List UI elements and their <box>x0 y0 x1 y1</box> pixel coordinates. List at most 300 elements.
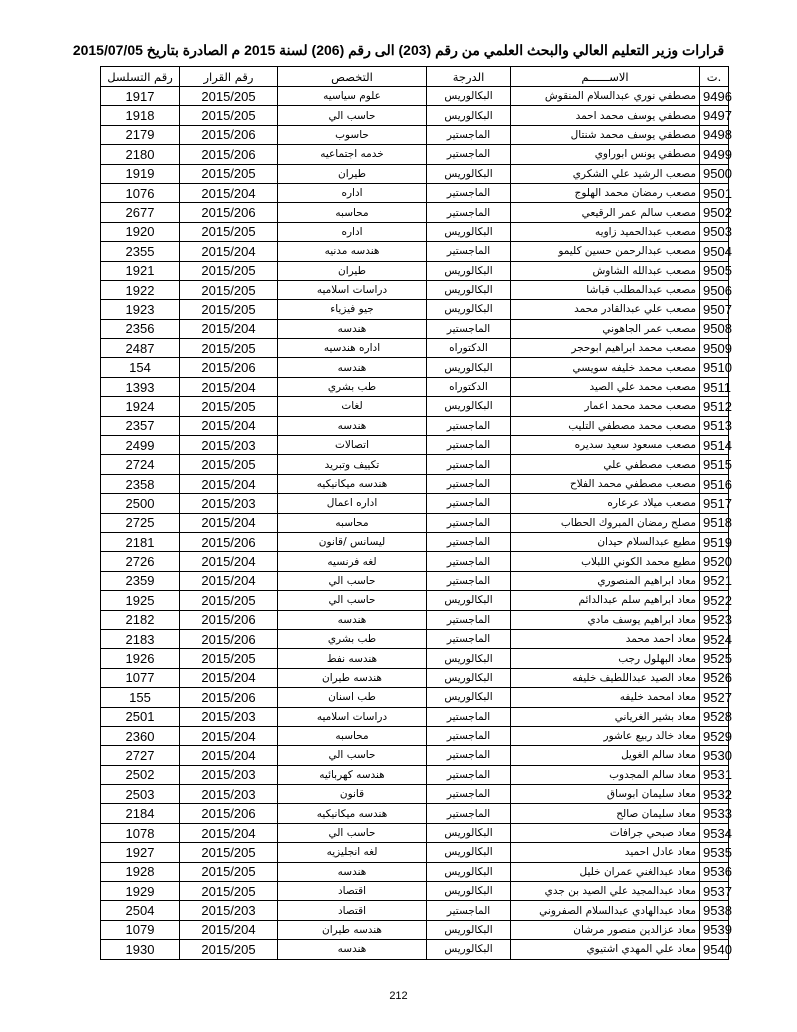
cell-specialty: هندسه <box>278 940 427 959</box>
page-title: قرارات وزير التعليم العالي والبحث العلمي من رقم (203) الى رقم (206) لسنة 2015 م الصادرة بتاريخ 2015/07/05 <box>72 42 725 58</box>
table-row <box>101 668 729 687</box>
cell-degree: الماجستير <box>427 552 511 571</box>
cell-decision: 2015/205 <box>180 455 278 474</box>
cell-seq: 1927 <box>101 843 180 862</box>
cell-name: مصعب ميلاد عرعاره <box>511 494 700 513</box>
table-row <box>101 242 729 261</box>
table-row <box>101 339 729 358</box>
table-row <box>101 552 729 571</box>
cell-no: 9512 <box>700 397 729 416</box>
cell-no: 9519 <box>700 532 729 551</box>
cell-seq: 2183 <box>101 629 180 648</box>
cell-specialty: حاسب الي <box>278 106 427 125</box>
cell-decision: 2015/204 <box>180 920 278 939</box>
cell-no: 9525 <box>700 649 729 668</box>
cell-name: معاد الصيد عبداللطيف خليفه <box>511 668 700 687</box>
cell-no: 9513 <box>700 416 729 435</box>
cell-decision: 2015/205 <box>180 261 278 280</box>
table-row <box>101 261 729 280</box>
cell-no: 9502 <box>700 203 729 222</box>
cell-seq: 2504 <box>101 901 180 920</box>
cell-specialty: هندسه طيران <box>278 668 427 687</box>
cell-specialty: حاسب الي <box>278 823 427 842</box>
cell-degree: الماجستير <box>427 571 511 590</box>
cell-decision: 2015/205 <box>180 164 278 183</box>
cell-decision: 2015/204 <box>180 823 278 842</box>
header-seq: رقم التسلسل <box>101 67 180 87</box>
cell-degree: البكالوريس <box>427 688 511 707</box>
cell-decision: 2015/204 <box>180 513 278 532</box>
cell-specialty: هندسه <box>278 862 427 881</box>
cell-specialty: هندسه <box>278 319 427 338</box>
cell-decision: 2015/206 <box>180 804 278 823</box>
table-header-row <box>101 67 729 87</box>
cell-specialty: تكييف وتبريد <box>278 455 427 474</box>
table-row <box>101 164 729 183</box>
cell-seq: 154 <box>101 358 180 377</box>
cell-name: معاد سالم المجدوب <box>511 765 700 784</box>
cell-name: مصعب محمد مصطفي التليب <box>511 416 700 435</box>
cell-specialty: محاسبه <box>278 513 427 532</box>
cell-no: 9504 <box>700 242 729 261</box>
cell-name: معاد خالد ربيع عاشور <box>511 726 700 745</box>
cell-degree: الماجستير <box>427 183 511 202</box>
cell-no: 9530 <box>700 746 729 765</box>
cell-no: 9499 <box>700 145 729 164</box>
cell-specialty: حاسب الي <box>278 591 427 610</box>
cell-name: معاد سليمان ابوساق <box>511 785 700 804</box>
cell-name: معاد ابراهيم المنصوري <box>511 571 700 590</box>
cell-specialty: اداره <box>278 183 427 202</box>
cell-decision: 2015/205 <box>180 339 278 358</box>
cell-no: 9527 <box>700 688 729 707</box>
cell-specialty: اداره <box>278 222 427 241</box>
cell-name: مصعب عمر الجاهوني <box>511 319 700 338</box>
cell-seq: 2726 <box>101 552 180 571</box>
cell-specialty: ليسانس /قانون <box>278 532 427 551</box>
cell-decision: 2015/206 <box>180 610 278 629</box>
table-row <box>101 397 729 416</box>
cell-seq: 1919 <box>101 164 180 183</box>
cell-name: معاد عزالدين منصور مرشان <box>511 920 700 939</box>
cell-name: مصعب مسعود سعيد سديره <box>511 436 700 455</box>
cell-name: معاد البهلول رجب <box>511 649 700 668</box>
cell-name: معاد علي المهدي اشتيوي <box>511 940 700 959</box>
cell-specialty: هندسه طيران <box>278 920 427 939</box>
cell-name: مصعب عبدالله الشاوش <box>511 261 700 280</box>
cell-seq: 2184 <box>101 804 180 823</box>
cell-decision: 2015/204 <box>180 319 278 338</box>
cell-seq: 1918 <box>101 106 180 125</box>
cell-name: مصعب عبدالحميد زاويه <box>511 222 700 241</box>
cell-name: مصعب محمد خليفه سويسي <box>511 358 700 377</box>
cell-name: معاد احمد محمد <box>511 629 700 648</box>
cell-no: 9523 <box>700 610 729 629</box>
table-row <box>101 319 729 338</box>
cell-seq: 2357 <box>101 416 180 435</box>
table-row <box>101 726 729 745</box>
cell-no: 9538 <box>700 901 729 920</box>
cell-seq: 2355 <box>101 242 180 261</box>
cell-decision: 2015/204 <box>180 416 278 435</box>
cell-specialty: طيران <box>278 261 427 280</box>
cell-no: 9524 <box>700 629 729 648</box>
cell-decision: 2015/206 <box>180 629 278 648</box>
cell-no: 9518 <box>700 513 729 532</box>
cell-name: معاد عبدالغني عمران خليل <box>511 862 700 881</box>
cell-decision: 2015/203 <box>180 785 278 804</box>
cell-seq: 1925 <box>101 591 180 610</box>
cell-seq: 2727 <box>101 746 180 765</box>
cell-name: مصعب مصطفي محمد الفلاح <box>511 474 700 493</box>
cell-seq: 2502 <box>101 765 180 784</box>
cell-decision: 2015/206 <box>180 358 278 377</box>
cell-seq: 1921 <box>101 261 180 280</box>
cell-degree: الماجستير <box>427 145 511 164</box>
cell-degree: البكالوريس <box>427 280 511 299</box>
cell-name: معاد ابراهيم يوسف مادي <box>511 610 700 629</box>
cell-no: 9533 <box>700 804 729 823</box>
cell-specialty: طب بشري <box>278 629 427 648</box>
cell-name: مصطفي نوري عبدالسلام المنقوش <box>511 87 700 106</box>
cell-specialty: دراسات اسلاميه <box>278 280 427 299</box>
cell-no: 9501 <box>700 183 729 202</box>
cell-no: 9531 <box>700 765 729 784</box>
cell-name: مصعب محمد محمد اعمار <box>511 397 700 416</box>
cell-name: مصعب عبدالرحمن حسين كليمو <box>511 242 700 261</box>
cell-seq: 1079 <box>101 920 180 939</box>
cell-decision: 2015/205 <box>180 843 278 862</box>
cell-decision: 2015/205 <box>180 940 278 959</box>
table-row <box>101 901 729 920</box>
table-row <box>101 494 729 513</box>
cell-seq: 1077 <box>101 668 180 687</box>
cell-specialty: لغات <box>278 397 427 416</box>
table-row <box>101 823 729 842</box>
table-row <box>101 532 729 551</box>
cell-specialty: اداره هندسيه <box>278 339 427 358</box>
cell-decision: 2015/205 <box>180 222 278 241</box>
cell-specialty: هندسه <box>278 610 427 629</box>
cell-decision: 2015/204 <box>180 668 278 687</box>
table-row <box>101 436 729 455</box>
table-row <box>101 300 729 319</box>
table-row <box>101 688 729 707</box>
cell-degree: الدكتوراه <box>427 339 511 358</box>
header-specialty: التخصص <box>278 67 427 87</box>
cell-no: 9511 <box>700 377 729 396</box>
cell-degree: البكالوريس <box>427 843 511 862</box>
cell-specialty: هندسه ميكانيكيه <box>278 804 427 823</box>
table-row <box>101 649 729 668</box>
cell-specialty: لغه انجليزيه <box>278 843 427 862</box>
cell-specialty: طيران <box>278 164 427 183</box>
cell-degree: الماجستير <box>427 765 511 784</box>
cell-decision: 2015/204 <box>180 571 278 590</box>
cell-name: مصعب محمد علي الصيد <box>511 377 700 396</box>
cell-name: معاد عبدالمجيد علي الصيد بن جدي <box>511 882 700 901</box>
cell-seq: 2677 <box>101 203 180 222</box>
cell-seq: 1917 <box>101 87 180 106</box>
table-row <box>101 280 729 299</box>
cell-specialty: دراسات اسلاميه <box>278 707 427 726</box>
cell-no: 9540 <box>700 940 729 959</box>
cell-seq: 1930 <box>101 940 180 959</box>
cell-degree: البكالوريس <box>427 164 511 183</box>
header-decision: رقم القرار <box>180 67 278 87</box>
cell-name: مصعب مصطفي علي <box>511 455 700 474</box>
cell-no: 9507 <box>700 300 729 319</box>
table-row <box>101 571 729 590</box>
cell-name: معاد ابراهيم سلم عبدالدائم <box>511 591 700 610</box>
table-row <box>101 591 729 610</box>
header-no: ت. <box>700 67 729 87</box>
cell-degree: الماجستير <box>427 242 511 261</box>
cell-no: 9505 <box>700 261 729 280</box>
cell-specialty: هندسه ميكانيكيه <box>278 474 427 493</box>
cell-specialty: هندسه نفط <box>278 649 427 668</box>
table-row <box>101 765 729 784</box>
cell-degree: البكالوريس <box>427 397 511 416</box>
table-row <box>101 920 729 939</box>
header-name: الاســــــم <box>511 67 700 87</box>
cell-name: مصعب علي عبدالقادر محمد <box>511 300 700 319</box>
cell-no: 9503 <box>700 222 729 241</box>
cell-seq: 2181 <box>101 532 180 551</box>
cell-degree: البكالوريس <box>427 940 511 959</box>
cell-name: معاد بشير الغرياني <box>511 707 700 726</box>
cell-specialty: اتصالات <box>278 436 427 455</box>
cell-seq: 1076 <box>101 183 180 202</box>
cell-decision: 2015/205 <box>180 862 278 881</box>
cell-degree: البكالوريس <box>427 222 511 241</box>
cell-no: 9500 <box>700 164 729 183</box>
cell-name: مصلح رمضان المبروك الحطاب <box>511 513 700 532</box>
cell-no: 9532 <box>700 785 729 804</box>
cell-degree: البكالوريس <box>427 882 511 901</box>
cell-specialty: هندسه كهربائيه <box>278 765 427 784</box>
cell-seq: 2487 <box>101 339 180 358</box>
cell-no: 9515 <box>700 455 729 474</box>
cell-name: مصطفي يونس ابوراوي <box>511 145 700 164</box>
cell-seq: 2180 <box>101 145 180 164</box>
cell-decision: 2015/203 <box>180 494 278 513</box>
cell-degree: الماجستير <box>427 319 511 338</box>
cell-seq: 155 <box>101 688 180 707</box>
cell-specialty: اقتصاد <box>278 901 427 920</box>
table-row <box>101 629 729 648</box>
cell-degree: الدكتوراه <box>427 377 511 396</box>
cell-decision: 2015/204 <box>180 746 278 765</box>
cell-seq: 2179 <box>101 125 180 144</box>
cell-seq: 2725 <box>101 513 180 532</box>
cell-no: 9514 <box>700 436 729 455</box>
cell-seq: 2501 <box>101 707 180 726</box>
table-row <box>101 145 729 164</box>
cell-specialty: حاسب الي <box>278 746 427 765</box>
cell-decision: 2015/206 <box>180 203 278 222</box>
cell-name: مصطفي يوسف محمد شنتال <box>511 125 700 144</box>
cell-specialty: حاسوب <box>278 125 427 144</box>
cell-no: 9528 <box>700 707 729 726</box>
cell-no: 9510 <box>700 358 729 377</box>
cell-seq: 1926 <box>101 649 180 668</box>
table-row <box>101 940 729 959</box>
cell-name: مصعب عبدالمطلب قباشا <box>511 280 700 299</box>
cell-specialty: قانون <box>278 785 427 804</box>
table-row <box>101 358 729 377</box>
cell-seq: 2356 <box>101 319 180 338</box>
cell-no: 9526 <box>700 668 729 687</box>
table-row <box>101 882 729 901</box>
table-row <box>101 125 729 144</box>
table-row <box>101 474 729 493</box>
cell-name: مصعب سالم عمر الرقيعي <box>511 203 700 222</box>
cell-name: مصعب رمضان محمد الهلوج <box>511 183 700 202</box>
decisions-table <box>100 66 732 960</box>
cell-specialty: هندسه <box>278 416 427 435</box>
table-row <box>101 513 729 532</box>
cell-no: 9536 <box>700 862 729 881</box>
cell-no: 9517 <box>700 494 729 513</box>
cell-seq: 2503 <box>101 785 180 804</box>
cell-degree: الماجستير <box>427 436 511 455</box>
cell-no: 9537 <box>700 882 729 901</box>
cell-no: 9498 <box>700 125 729 144</box>
cell-no: 9516 <box>700 474 729 493</box>
cell-seq: 1393 <box>101 377 180 396</box>
cell-degree: الماجستير <box>427 494 511 513</box>
cell-no: 9506 <box>700 280 729 299</box>
cell-name: مطيع محمد الكوني اللبلاب <box>511 552 700 571</box>
cell-no: 9529 <box>700 726 729 745</box>
cell-decision: 2015/206 <box>180 145 278 164</box>
cell-seq: 1923 <box>101 300 180 319</box>
table-row <box>101 455 729 474</box>
cell-specialty: هندسه مدنيه <box>278 242 427 261</box>
cell-degree: الماجستير <box>427 474 511 493</box>
cell-name: مطيع عبدالسلام حيدان <box>511 532 700 551</box>
cell-decision: 2015/205 <box>180 106 278 125</box>
cell-name: معاد سليمان صالح <box>511 804 700 823</box>
cell-seq: 2358 <box>101 474 180 493</box>
cell-specialty: اقتصاد <box>278 882 427 901</box>
cell-degree: البكالوريس <box>427 920 511 939</box>
cell-no: 9521 <box>700 571 729 590</box>
cell-decision: 2015/205 <box>180 649 278 668</box>
table-row <box>101 222 729 241</box>
cell-degree: الماجستير <box>427 532 511 551</box>
cell-specialty: خدمه اجتماعيه <box>278 145 427 164</box>
cell-decision: 2015/204 <box>180 242 278 261</box>
cell-seq: 1078 <box>101 823 180 842</box>
cell-specialty: جيو فيزياء <box>278 300 427 319</box>
table-row <box>101 106 729 125</box>
cell-decision: 2015/204 <box>180 474 278 493</box>
cell-specialty: هندسه <box>278 358 427 377</box>
table-row <box>101 843 729 862</box>
cell-seq: 2360 <box>101 726 180 745</box>
cell-decision: 2015/206 <box>180 532 278 551</box>
cell-degree: البكالوريس <box>427 106 511 125</box>
cell-seq: 2182 <box>101 610 180 629</box>
cell-decision: 2015/206 <box>180 688 278 707</box>
cell-specialty: طب اسنان <box>278 688 427 707</box>
table-row <box>101 377 729 396</box>
cell-no: 9539 <box>700 920 729 939</box>
cell-no: 9535 <box>700 843 729 862</box>
cell-degree: البكالوريس <box>427 300 511 319</box>
cell-no: 9497 <box>700 106 729 125</box>
cell-degree: البكالوريس <box>427 649 511 668</box>
table-row <box>101 87 729 106</box>
table-row <box>101 610 729 629</box>
table-row <box>101 203 729 222</box>
cell-decision: 2015/205 <box>180 87 278 106</box>
page-number: 212 <box>389 990 408 1002</box>
table-body <box>101 87 732 960</box>
cell-specialty: محاسبه <box>278 726 427 745</box>
cell-degree: الماجستير <box>427 125 511 144</box>
cell-decision: 2015/205 <box>180 591 278 610</box>
cell-degree: الماجستير <box>427 513 511 532</box>
cell-degree: البكالوريس <box>427 261 511 280</box>
table-row <box>101 416 729 435</box>
cell-degree: الماجستير <box>427 629 511 648</box>
cell-degree: الماجستير <box>427 610 511 629</box>
cell-decision: 2015/205 <box>180 397 278 416</box>
cell-seq: 1928 <box>101 862 180 881</box>
cell-seq: 1922 <box>101 280 180 299</box>
cell-degree: البكالوريس <box>427 358 511 377</box>
cell-degree: البكالوريس <box>427 591 511 610</box>
cell-no: 9496 <box>700 87 729 106</box>
table-row <box>101 862 729 881</box>
cell-name: معاد عبدالهادي عبدالسلام الصفروني <box>511 901 700 920</box>
cell-decision: 2015/206 <box>180 125 278 144</box>
cell-degree: الماجستير <box>427 901 511 920</box>
cell-seq: 1924 <box>101 397 180 416</box>
cell-decision: 2015/205 <box>180 300 278 319</box>
table-row <box>101 707 729 726</box>
cell-specialty: طب بشري <box>278 377 427 396</box>
cell-name: معاد عادل احميد <box>511 843 700 862</box>
cell-degree: الماجستير <box>427 416 511 435</box>
cell-degree: الماجستير <box>427 804 511 823</box>
cell-degree: البكالوريس <box>427 87 511 106</box>
cell-seq: 1929 <box>101 882 180 901</box>
cell-no: 9522 <box>700 591 729 610</box>
cell-name: مصطفي يوسف محمد احمد <box>511 106 700 125</box>
cell-specialty: اداره اعمال <box>278 494 427 513</box>
cell-degree: البكالوريس <box>427 668 511 687</box>
cell-decision: 2015/203 <box>180 707 278 726</box>
cell-name: معاد امحمد خليفه <box>511 688 700 707</box>
cell-degree: البكالوريس <box>427 862 511 881</box>
cell-degree: الماجستير <box>427 726 511 745</box>
cell-seq: 2499 <box>101 436 180 455</box>
cell-degree: الماجستير <box>427 455 511 474</box>
cell-decision: 2015/205 <box>180 280 278 299</box>
cell-seq: 2359 <box>101 571 180 590</box>
cell-degree: الماجستير <box>427 785 511 804</box>
cell-decision: 2015/205 <box>180 882 278 901</box>
cell-seq: 2724 <box>101 455 180 474</box>
cell-seq: 2500 <box>101 494 180 513</box>
table-row <box>101 785 729 804</box>
cell-name: معاد صبحي جرافات <box>511 823 700 842</box>
table-row <box>101 183 729 202</box>
